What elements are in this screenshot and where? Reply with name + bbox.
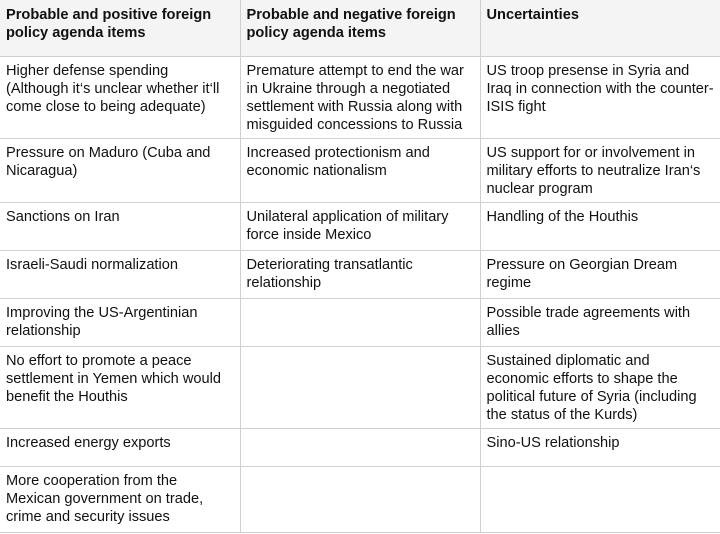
positive-item: Improving the US-Argentinian relationship — [0, 298, 240, 346]
table-row — [0, 202, 720, 250]
table-row — [0, 56, 720, 138]
uncertainty-item — [480, 466, 720, 532]
table-row — [0, 298, 720, 346]
uncertainty-item: Handling of the Houthis — [480, 202, 720, 250]
positive-item: Higher defense spending (Although it‘s unclear whether it‘ll come close to being adequate) — [0, 56, 240, 138]
uncertainty-item: Possible trade agreements with allies — [480, 298, 720, 346]
negative-item: Increased protectionism and economic nationalism — [240, 138, 480, 202]
negative-item: Deteriorating transatlantic relationship — [240, 250, 480, 298]
table-row — [0, 466, 720, 532]
negative-item — [240, 428, 480, 466]
uncertainty-item: Pressure on Georgian Dream regime — [480, 250, 720, 298]
table-row — [0, 250, 720, 298]
header-uncertainties: Uncertainties — [480, 0, 720, 56]
table-row — [0, 138, 720, 202]
positive-item: Pressure on Maduro (Cuba and Nicaragua) — [0, 138, 240, 202]
positive-item: No effort to promote a peace settlement in Yemen which would benefit the Houthis — [0, 346, 240, 428]
negative-item — [240, 346, 480, 428]
header-positive-items: Probable and positive foreign policy agenda items — [0, 0, 240, 56]
positive-item: Increased energy exports — [0, 428, 240, 466]
negative-item: Unilateral application of military force inside Mexico — [240, 202, 480, 250]
positive-item: More cooperation from the Mexican government on trade, crime and security issues — [0, 466, 240, 532]
negative-item — [240, 466, 480, 532]
table-row — [0, 428, 720, 466]
uncertainty-item: US troop presense in Syria and Iraq in connection with the counter-ISIS fight — [480, 56, 720, 138]
uncertainty-item: Sino-US relationship — [480, 428, 720, 466]
positive-item: Israeli-Saudi normalization — [0, 250, 240, 298]
uncertainty-item: Sustained diplomatic and economic efforts to shape the political future of Syria (including the status of the Kurds) — [480, 346, 720, 428]
negative-item — [240, 298, 480, 346]
header-row — [0, 0, 720, 56]
header-negative-items: Probable and negative foreign policy agenda items — [240, 0, 480, 56]
negative-item: Premature attempt to end the war in Ukraine through a negotiated settlement with Russia along with misguided concessions to Russia — [240, 56, 480, 138]
positive-item: Sanctions on Iran — [0, 202, 240, 250]
uncertainty-item: US support for or involvement in military efforts to neutralize Iran‘s nuclear program — [480, 138, 720, 202]
table-row — [0, 346, 720, 428]
